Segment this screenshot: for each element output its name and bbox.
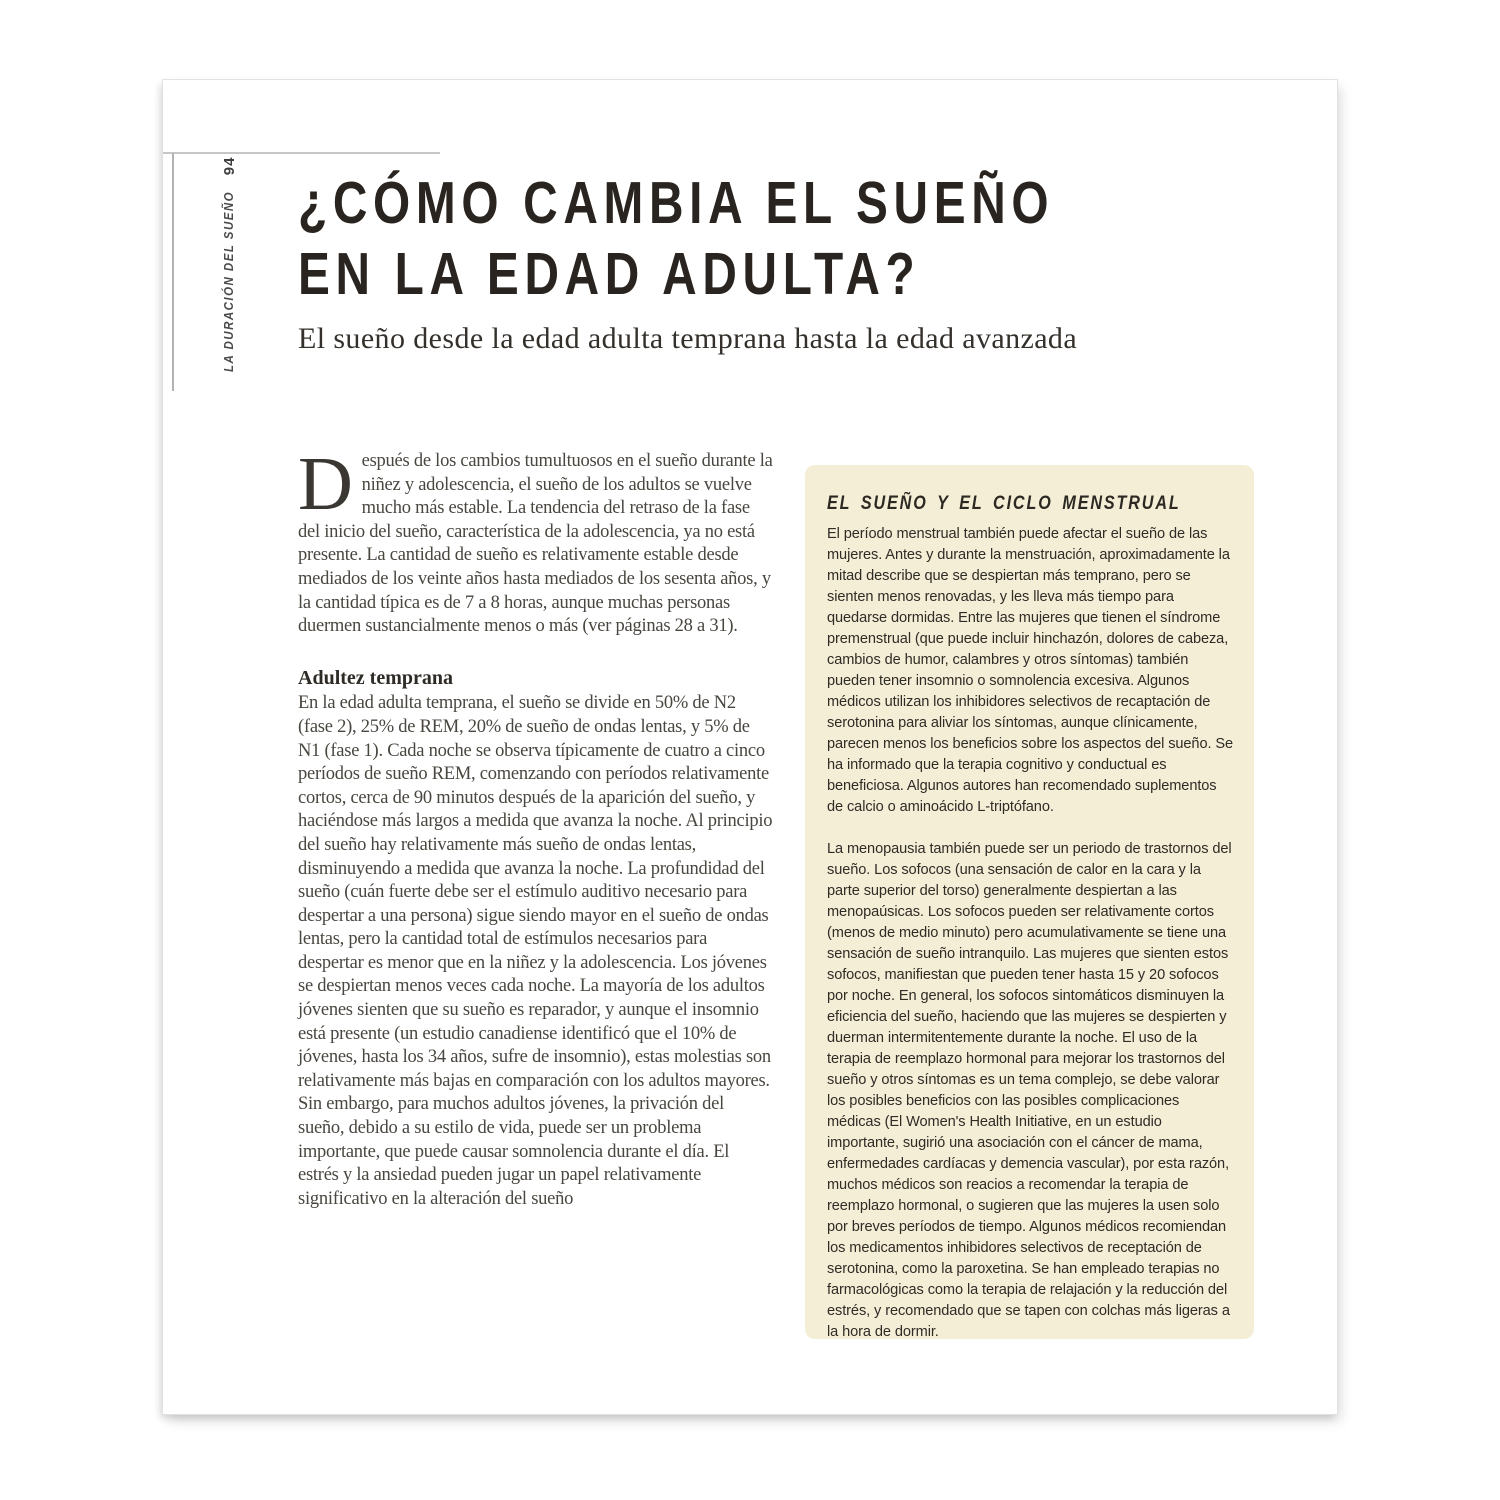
intro-text: espués de los cambios tumultuosos en el sueño durante la niñez y adolescencia, el sueño de los adultos se vuelve mucho más estable. La tendencia del retraso de la fase del inicio del sueño, característica de la adolescencia, ya no está presente. La cantidad de sueño es relativamente estable desde mediados de los veinte años hasta mediados de los sesenta años, y la cantidad típica es de 7 a 8 horas, aunque muchas personas duermen sustancialmente menos o más (ver páginas 28 a 31). (298, 451, 773, 637)
page-subtitle: El sueño desde la edad adulta temprana hasta la edad avanzada (298, 322, 1078, 355)
top-divider-rule (163, 152, 440, 154)
sidebox-paragraph-2: La menopausia también puede ser un periodo de trastornos del sueño. Los sofocos (una sensación de calor en la cara y la parte superior del torso) generalmente despiertan a las menopaúsicas. Los sofocos pueden ser relativamente cortos (menos de medio minuto) pero acumulativamente se tiene una sensación de sueño intranquilo. Las mujeres que sienten estos sofocos, manifiestan que pueden tener hasta 15 y 20 sofocos por noche. En general, los sofocos sintomáticos disminuyen la eficiencia del sueño, haciendo que las mujeres se despierten y duerman intermitentemente durante la noche. El uso de la terapia de reemplazo hormonal para mejorar los trastornos del sueño y otros síntomas es un tema complejo, se debe valorar los posibles beneficios con las posibles complicaciones médicas (El Women's Health Initiative, en un estudio importante, sugirió una asociación con el cáncer de mama, enfermedades cardíacas y demencia vascular), por esta razón, muchos médicos son reacios a recomendar la terapia de reemplazo hormonal, o sugieren que las mujeres la usen solo por breves períodos de tiempo. Algunos médicos recomiendan los medicamentos inhibidores selectivos de receptación de serotonina, como la paroxetina. Se han empleado terapias no farmacológicas como la terapia de relajación y la reducción del estrés, y recomendado que se tapen con colchas más ligeras a la hora de dormir. (827, 841, 1232, 1340)
book-page (163, 80, 1337, 1414)
chapter-title-vertical: LA DURACIÓN DEL SUEÑO (222, 190, 236, 372)
left-margin-rule (172, 153, 174, 391)
menstrual-cycle-sidebox (805, 465, 1254, 1339)
vertical-sidebar (218, 156, 240, 372)
page-number: 94 (220, 156, 238, 176)
page-title-line1: ¿CÓMO CAMBIA EL SUEÑO (298, 170, 1055, 236)
sidebox-paragraph-1: El período menstrual también puede afectar el sueño de las mujeres. Antes y durante la menstruación, aproximadamente la mitad describe que se despiertan más temprano, pero se sienten menos renovadas, y les lleva más tiempo para quedarse dormidas. Entre las mujeres que tienen el síndrome premenstrual (que puede incluir hinchazón, dolores de cabeza, cambios de humor, calambres y otros síntomas) también pueden tener insomnio o somnolencia excesiva. Algunos médicos utilizan los inhibidores selectivos de recaptación de serotonina para aliviar los síntomas, aunque clínicamente, parecen menos los beneficios sobre los aspectos del sueño. Se ha informado que la terapia cognitivo y conductual es beneficiosa. Algunos autores han recomendado suplementos de calcio o aminoácido L-triptófano. (827, 526, 1234, 815)
article-column (298, 442, 774, 1211)
intro-paragraph (298, 442, 774, 639)
section-body: En la edad adulta temprana, el sueño se divide en 50% de N2 (fase 2), 25% de REM, 20% de sueño de ondas lentas, y 5% de N1 (fase 1). Cada noche se observa típicamente de cuatro a cinco períodos de sueño REM, comenzando con períodos relativamente cortos, cerca de 90 minutos después de la aparición del sueño, y haciéndose más largos a medida que avanza la noche. Al principio del sueño hay relativamente más sueño de ondas lentas, disminuyendo a medida que avanza la noche. La profundidad del sueño (cuán fuerte debe ser el estímulo auditivo necesario para despertar a una persona) sigue siendo mayor en el sueño de ondas lentas, pero la cantidad total de estímulos necesarios para despertar es menor que en la niñez y la adolescencia. Los jóvenes se despiertan menos veces cada noche. La mayoría de los adultos jóvenes sienten que su sueño es reparador, y aunque el insomnio está presente (un estudio canadiense identificó que el 10% de jóvenes, hasta los 34 años, sufre de insomnio), estas molestias son relativamente más bajas en comparación con los adultos mayores. Sin embargo, para muchos adultos jóvenes, la privación del sueño, debido a su estilo de vida, puede ser un problema importante, que puede causar somnolencia durante el día. El estrés y la ansiedad pueden jugar un papel relativamente significativo en la alteración del sueño (298, 693, 773, 1209)
dropcap-letter: D (298, 442, 353, 526)
headline-block (298, 168, 1258, 356)
sidebox-heading: EL SUEÑO Y EL CICLO MENSTRUAL (827, 493, 1181, 514)
section-heading: Adultez temprana (298, 666, 453, 689)
page-title-line2: EN LA EDAD ADULTA? (298, 241, 921, 307)
